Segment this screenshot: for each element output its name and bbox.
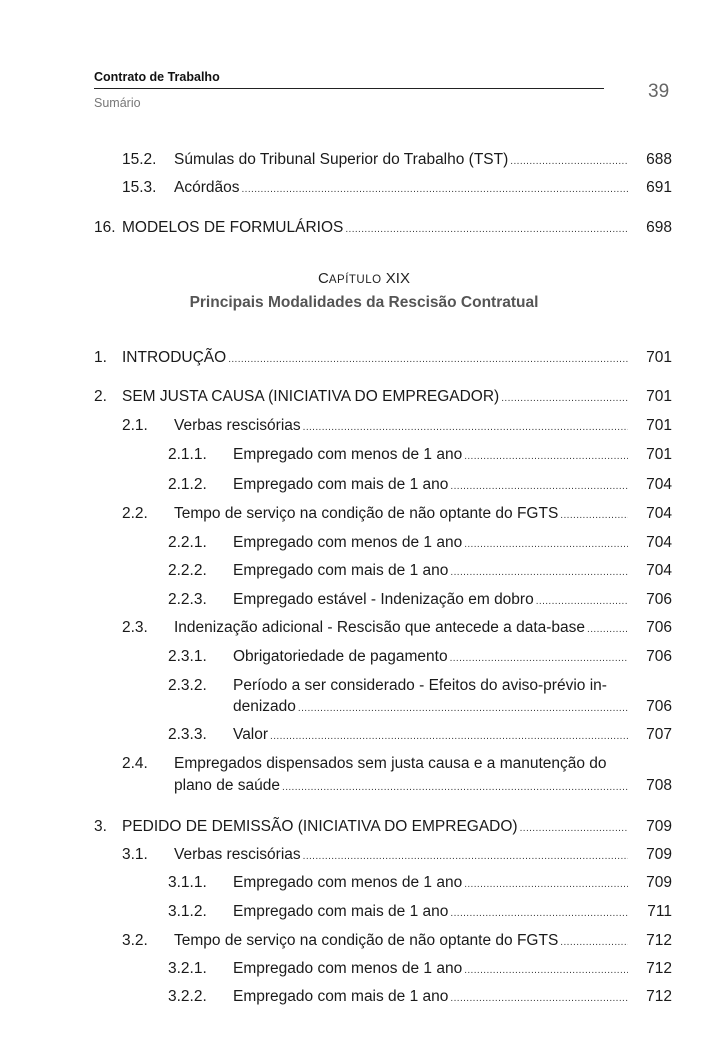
dot-leader	[450, 476, 628, 498]
toc-page: 691	[646, 179, 672, 196]
page-number: 39	[648, 81, 670, 102]
toc-page: 709	[646, 874, 672, 891]
chapter-label	[0, 270, 728, 287]
dot-leader	[450, 648, 628, 670]
toc-number: 2.2.2.	[168, 562, 207, 579]
toc-text: Empregado com menos de 1 ano	[233, 960, 463, 977]
toc-number: 3.2.1.	[168, 960, 207, 977]
dot-leader	[464, 960, 628, 982]
toc-page: 701	[646, 446, 672, 463]
toc-entry[interactable]	[122, 177, 672, 199]
toc-number: 3.1.1.	[168, 874, 207, 891]
dot-leader	[464, 534, 628, 556]
section-name: Sumário	[94, 96, 141, 110]
dot-leader	[536, 591, 628, 613]
toc-text-line1: Empregados dispensados sem justa causa e a manutenção do	[174, 755, 607, 772]
toc-text-line1: Período a ser considerado - Efeitos do aviso-prévio in-	[233, 677, 607, 694]
toc-entry[interactable]	[174, 775, 672, 797]
dot-leader	[270, 726, 628, 748]
toc-entry[interactable]	[168, 986, 672, 1008]
dot-leader	[228, 349, 628, 371]
toc-text: Empregado com menos de 1 ano	[233, 446, 463, 463]
toc-number: 2.3.1.	[168, 648, 207, 665]
dot-leader	[450, 988, 628, 1010]
toc-page: 709	[646, 818, 672, 835]
toc-entry[interactable]	[122, 149, 672, 171]
toc-text: INTRODUÇÃO	[122, 349, 227, 366]
dot-leader	[450, 562, 628, 584]
toc-text: SEM JUSTA CAUSA (INICIATIVA DO EMPREGADOR)	[122, 388, 500, 405]
toc-text: Obrigatoriedade de pagamento	[233, 648, 448, 665]
toc-text: Acórdãos	[174, 179, 240, 196]
header-rule	[94, 88, 604, 89]
toc-entry[interactable]	[168, 532, 672, 554]
toc-entry-first-line[interactable]	[122, 753, 607, 775]
dot-leader	[345, 219, 628, 241]
toc-number: 2.2.	[122, 505, 148, 522]
toc-text: Súmulas do Tribunal Superior do Trabalho (TST)	[174, 151, 509, 168]
book-title: Contrato de Trabalho	[94, 70, 220, 84]
toc-entry[interactable]	[168, 444, 672, 466]
toc-number: 2.	[94, 388, 107, 405]
toc-number: 2.2.1.	[168, 534, 207, 551]
toc-page: 712	[646, 960, 672, 977]
toc-entry[interactable]	[122, 930, 672, 952]
toc-entry[interactable]	[168, 958, 672, 980]
dot-leader	[241, 179, 628, 201]
toc-page: 712	[646, 988, 672, 1005]
toc-number: 3.1.2.	[168, 903, 207, 920]
dot-leader	[303, 417, 628, 439]
dot-leader	[464, 446, 628, 468]
dot-leader	[450, 903, 628, 925]
chapter-number: XIX	[385, 270, 410, 287]
toc-page: 701	[646, 417, 672, 434]
toc-text: Valor	[233, 726, 269, 743]
toc-number: 2.3.3.	[168, 726, 207, 743]
chapter-label-initial: C	[318, 270, 329, 287]
toc-text: Verbas rescisórias	[174, 417, 301, 434]
toc-entry[interactable]	[94, 347, 672, 369]
toc-page: 701	[646, 388, 672, 405]
toc-entry[interactable]	[168, 589, 672, 611]
toc-text: Tempo de serviço na condição de não optante do FGTS	[174, 505, 559, 522]
toc-entry[interactable]	[122, 844, 672, 866]
toc-text: PEDIDO DE DEMISSÃO (INICIATIVA DO EMPREGADO)	[122, 818, 518, 835]
toc-entry[interactable]	[233, 696, 672, 718]
dot-leader	[298, 698, 628, 720]
toc-text: Empregado com menos de 1 ano	[233, 534, 463, 551]
toc-page: 706	[646, 648, 672, 665]
toc-entry[interactable]	[94, 386, 672, 408]
toc-text: Empregado estável - Indenização em dobro	[233, 591, 534, 608]
toc-page: 706	[646, 619, 672, 636]
dot-leader	[303, 846, 628, 868]
toc-page: 704	[646, 505, 672, 522]
toc-number: 3.	[94, 818, 107, 835]
chapter-title: Principais Modalidades da Rescisão Contratual	[189, 294, 539, 311]
toc-entry[interactable]	[122, 503, 672, 525]
toc-number: 2.1.	[122, 417, 148, 434]
dot-leader	[464, 874, 628, 896]
toc-text: Indenização adicional - Rescisão que antecede a data-base	[174, 619, 586, 636]
dot-leader	[510, 151, 628, 173]
toc-entry[interactable]	[122, 617, 672, 639]
toc-page: 706	[646, 591, 672, 608]
toc-number: 2.1.1.	[168, 446, 207, 463]
toc-entry[interactable]	[168, 646, 672, 668]
dot-leader	[587, 619, 628, 641]
toc-text: Empregado com mais de 1 ano	[233, 562, 449, 579]
toc-page: 711	[647, 903, 672, 920]
dot-leader	[282, 777, 628, 799]
toc-text: Empregado com mais de 1 ano	[233, 903, 449, 920]
dot-leader	[520, 818, 628, 840]
toc-entry-first-line[interactable]	[168, 675, 607, 697]
toc-text: Empregado com mais de 1 ano	[233, 988, 449, 1005]
toc-entry[interactable]	[168, 901, 672, 923]
toc-number: 3.2.2.	[168, 988, 207, 1005]
toc-number: 3.2.	[122, 932, 148, 949]
toc-text: Tempo de serviço na condição de não optante do FGTS	[174, 932, 559, 949]
toc-text: plano de saúde	[174, 777, 281, 794]
toc-page: 708	[646, 777, 672, 794]
toc-number: 2.2.3.	[168, 591, 207, 608]
toc-page: 701	[646, 349, 672, 366]
toc-page: 709	[646, 846, 672, 863]
toc-entry[interactable]	[94, 816, 672, 838]
toc-number: 15.2.	[122, 151, 157, 168]
toc-entry[interactable]	[94, 217, 672, 239]
toc-text: MODELOS DE FORMULÁRIOS	[122, 219, 344, 236]
toc-number: 2.4.	[122, 755, 148, 772]
toc-entry[interactable]	[168, 560, 672, 582]
toc-number: 2.1.2.	[168, 476, 207, 493]
toc-page: 706	[646, 698, 672, 715]
toc-number: 1.	[94, 349, 107, 366]
toc-page: 698	[646, 219, 672, 236]
dot-leader	[501, 388, 628, 410]
toc-number: 2.3.2.	[168, 677, 207, 694]
toc-entry[interactable]	[168, 724, 672, 746]
toc-number: 15.3.	[122, 179, 157, 196]
toc-entry[interactable]	[122, 415, 672, 437]
toc-number: 16.	[94, 219, 116, 236]
dot-leader	[560, 932, 628, 954]
toc-page: 704	[646, 476, 672, 493]
toc-page: 704	[646, 562, 672, 579]
dot-leader	[560, 505, 628, 527]
toc-entry[interactable]	[168, 872, 672, 894]
toc-page: 688	[646, 151, 672, 168]
chapter-label-word: APÍTULO	[328, 274, 382, 286]
toc-page: 704	[646, 534, 672, 551]
toc-number: 2.3.	[122, 619, 148, 636]
toc-text: Empregado com menos de 1 ano	[233, 874, 463, 891]
toc-text: Empregado com mais de 1 ano	[233, 476, 449, 493]
toc-page: 712	[646, 932, 672, 949]
toc-text: Verbas rescisórias	[174, 846, 301, 863]
toc-number: 3.1.	[122, 846, 148, 863]
toc-page: 707	[646, 726, 672, 743]
toc-text: denizado	[233, 698, 296, 715]
toc-entry[interactable]	[168, 474, 672, 496]
